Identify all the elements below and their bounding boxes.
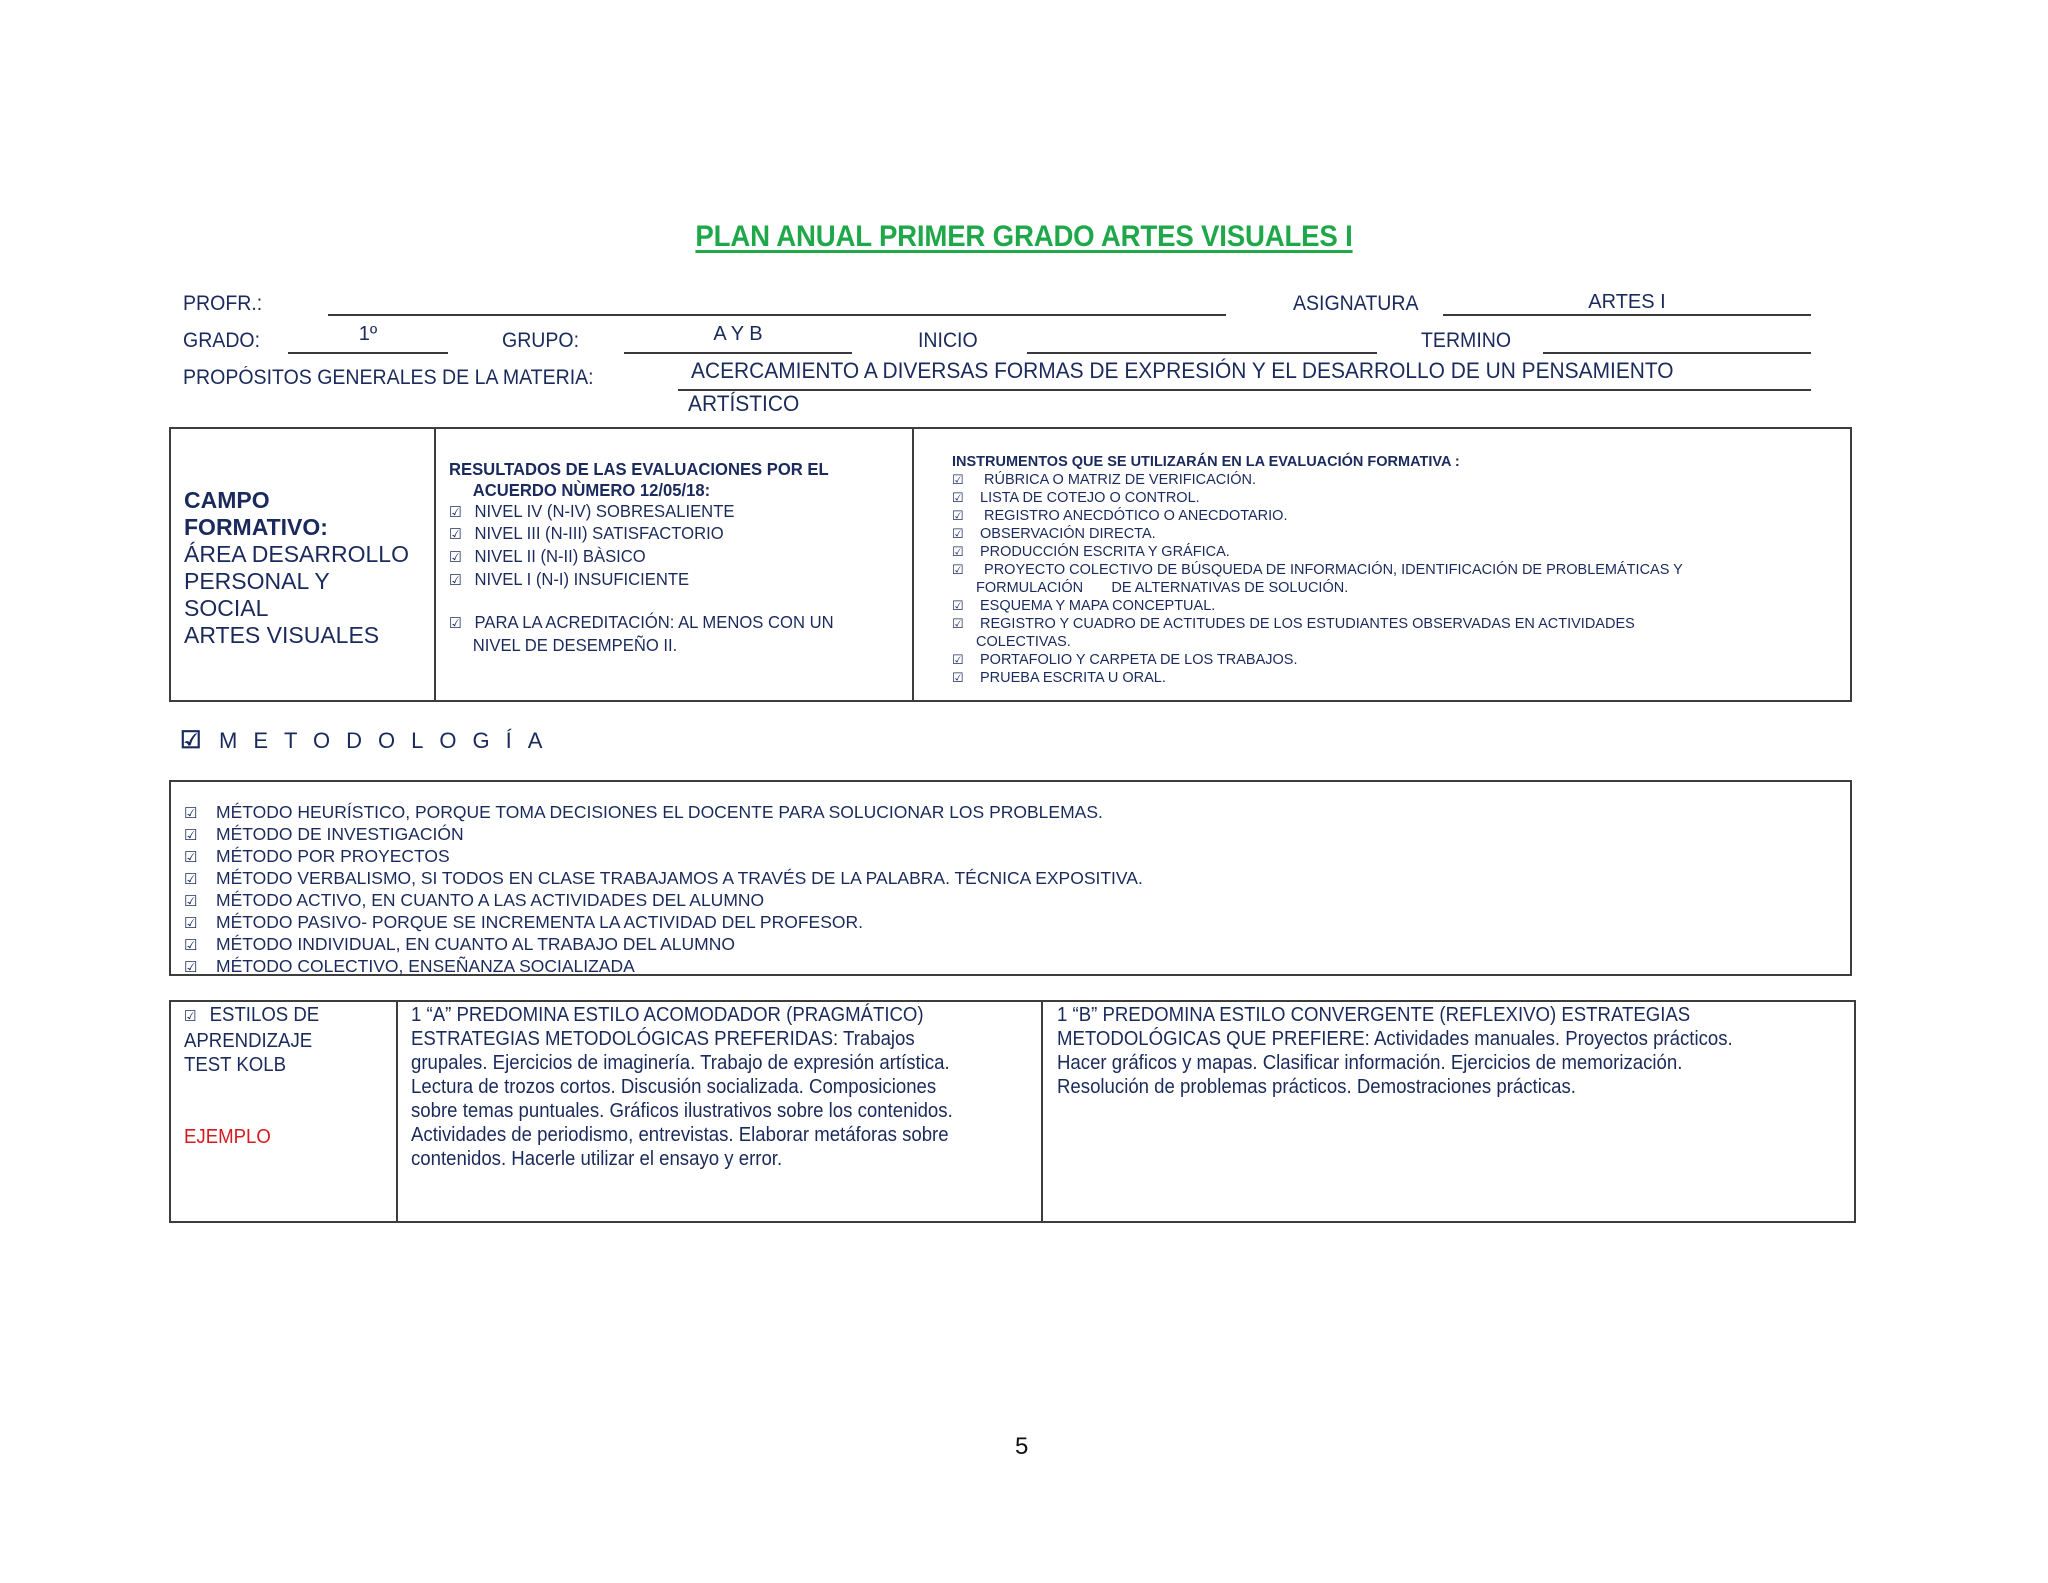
propositos-text-line1: ACERCAMIENTO A DIVERSAS FORMAS DE EXPRESIÓN Y EL DESARROLLO DE UN PENSAMIENTO xyxy=(691,358,1674,383)
estilo-text-line: Actividades de periodismo, entrevistas. Elaborar metáforas sobre xyxy=(411,1124,949,1146)
checkbox-checked-icon: ☑ xyxy=(449,549,462,567)
termino-label: TERMINO xyxy=(1421,329,1512,352)
acreditacion-note-cont: NIVEL DE DESEMPEÑO II. xyxy=(472,634,678,655)
page-number: 5 xyxy=(1015,1433,1029,1460)
campo-heading: CAMPO xyxy=(184,487,270,513)
instrumento-item: ☑ ESQUEMA Y MAPA CONCEPTUAL. xyxy=(952,598,1216,614)
resultados-heading: RESULTADOS DE LAS EVALUACIONES POR EL xyxy=(449,459,829,479)
estilo-a-cell xyxy=(411,1003,953,1171)
nivel-list xyxy=(449,501,905,592)
checkbox-checked-icon: ☑ xyxy=(952,508,964,523)
checkbox-checked-icon: ☑ xyxy=(184,937,198,954)
resultados-heading: ACUERDO NÙMERO 12/05/18: xyxy=(472,479,711,500)
estilos-label: APRENDIZAJE xyxy=(184,1030,313,1052)
estilo-text-line: grupales. Ejercicios de imaginería. Trabajo de expresión artística. xyxy=(411,1052,950,1074)
instrumento-item: ☑ PRODUCCIÓN ESCRITA Y GRÁFICA. xyxy=(952,544,1230,560)
instrumento-item: ☑ RÚBRICA O MATRIZ DE VERIFICACIÓN. xyxy=(952,472,1257,488)
checkbox-checked-icon: ☑ xyxy=(952,526,964,541)
checkbox-checked-icon: ☑ xyxy=(184,893,198,910)
grupo-label: GRUPO: xyxy=(502,329,580,352)
checkbox-checked-icon: ☑ xyxy=(184,915,198,932)
estilo-text-line: Hacer gráficos y mapas. Clasificar información. Ejercicios de memorización. xyxy=(1057,1052,1683,1074)
instrumento-item: ☑ PORTAFOLIO Y CARPETA DE LOS TRABAJOS. xyxy=(952,652,1298,668)
propositos-text-line2: ARTÍSTICO xyxy=(688,391,800,416)
grado-label: GRADO: xyxy=(183,329,261,352)
propositos-field-line xyxy=(678,389,1811,391)
inicio-label: INICIO xyxy=(918,329,978,352)
instrumentos-list xyxy=(952,471,1832,687)
ejemplo-label: EJEMPLO xyxy=(184,1126,271,1148)
nivel-item: ☑ NIVEL III (N-III) SATISFACTORIO xyxy=(449,523,905,546)
instrumento-item: ☑ PRUEBA ESCRITA U ORAL. xyxy=(952,670,1166,686)
grado-field-line[interactable] xyxy=(288,352,448,354)
campo-line: PERSONAL Y xyxy=(184,568,330,594)
checkbox-checked-icon: ☑ xyxy=(184,827,198,844)
checkbox-checked-icon: ☑ xyxy=(184,805,198,822)
estilo-text-line: 1 “A” PREDOMINA ESTILO ACOMODADOR (PRAGMÁTICO) xyxy=(411,1004,924,1026)
checkbox-checked-icon: ☑ xyxy=(184,1008,197,1025)
metodo-item: ☑ MÉTODO HEURÍSTICO, PORQUE TOMA DECISIONES EL DOCENTE PARA SOLUCIONAR LOS PROBLEMAS. xyxy=(184,802,1103,822)
estilos-table xyxy=(169,1000,1856,1223)
estilo-text-line: ESTRATEGIAS METODOLÓGICAS PREFERIDAS: Trabajos xyxy=(411,1028,915,1050)
estilos-label: ESTILOS DE xyxy=(209,1004,320,1026)
grupo-field-line[interactable] xyxy=(624,352,852,354)
checkbox-checked-icon: ☑ xyxy=(952,652,964,667)
estilo-text-line: Resolución de problemas prácticos. Demostraciones prácticas. xyxy=(1057,1076,1576,1098)
checkbox-checked-icon: ☑ xyxy=(952,544,964,559)
campo-formativo-cell xyxy=(184,487,409,649)
metodo-item: ☑ MÉTODO COLECTIVO, ENSEÑANZA SOCIALIZADA xyxy=(184,956,635,976)
campo-line: ARTES VISUALES xyxy=(184,622,380,648)
instrumentos-cell xyxy=(952,453,1832,687)
column-divider xyxy=(912,429,914,700)
checkbox-checked-icon: ☑ xyxy=(184,849,198,866)
page-title: PLAN ANUAL PRIMER GRADO ARTES VISUALES I xyxy=(695,220,1353,253)
profr-field-line[interactable] xyxy=(328,314,1226,316)
estilos-label-cell xyxy=(184,1003,319,1149)
metodo-item: ☑ MÉTODO INDIVIDUAL, EN CUANTO AL TRABAJO DEL ALUMNO xyxy=(184,934,735,954)
metodologia-table xyxy=(169,780,1852,976)
metodo-item: ☑ MÉTODO ACTIVO, EN CUANTO A LAS ACTIVIDADES DEL ALUMNO xyxy=(184,890,765,910)
propositos-label: PROPÓSITOS GENERALES DE LA MATERIA: xyxy=(183,366,594,389)
checkbox-checked-icon: ☑ xyxy=(180,727,202,754)
resultados-cell xyxy=(449,459,905,655)
instrumento-item: ☑ REGISTRO ANECDÓTICO O ANECDOTARIO. xyxy=(952,508,1288,524)
nivel-item: ☑ NIVEL I (N-I) INSUFICIENTE xyxy=(449,569,905,592)
checkbox-checked-icon: ☑ xyxy=(952,472,964,487)
metodologia-list xyxy=(184,802,1143,978)
checkbox-checked-icon: ☑ xyxy=(449,526,462,544)
evaluation-table xyxy=(169,427,1852,702)
termino-field-line[interactable] xyxy=(1543,352,1811,354)
asignatura-value: ARTES I xyxy=(1588,291,1666,313)
instrumento-item-cont: COLECTIVAS. xyxy=(976,634,1071,650)
instrumento-item-cont: FORMULACIÓN DE ALTERNATIVAS DE SOLUCIÓN. xyxy=(976,580,1349,596)
checkbox-checked-icon: ☑ xyxy=(449,503,462,521)
metodo-item: ☑ MÉTODO DE INVESTIGACIÓN xyxy=(184,824,464,844)
checkbox-checked-icon: ☑ xyxy=(952,562,964,577)
checkbox-checked-icon: ☑ xyxy=(449,571,462,589)
inicio-field-line[interactable] xyxy=(1027,352,1377,354)
estilo-text-line: METODOLÓGICAS QUE PREFIERE: Actividades manuales. Proyectos prácticos. xyxy=(1057,1028,1733,1050)
column-divider xyxy=(434,429,436,700)
instrumento-item: ☑ REGISTRO Y CUADRO DE ACTITUDES DE LOS ESTUDIANTES OBSERVADAS EN ACTIVIDADES xyxy=(952,616,1635,632)
estilo-text-line: contenidos. Hacerle utilizar el ensayo y error. xyxy=(411,1148,783,1170)
checkbox-checked-icon: ☑ xyxy=(952,616,964,631)
instrumento-item: ☑ LISTA DE COTEJO O CONTROL. xyxy=(952,490,1200,506)
metodo-item: ☑ MÉTODO POR PROYECTOS xyxy=(184,846,450,866)
checkbox-checked-icon: ☑ xyxy=(952,598,964,613)
campo-heading: FORMATIVO: xyxy=(184,514,328,540)
checkbox-checked-icon: ☑ xyxy=(952,670,964,685)
metodologia-heading: METODOLOGÍA xyxy=(219,728,559,753)
instrumentos-heading: INSTRUMENTOS QUE SE UTILIZARÁN EN LA EVALUACIÓN FORMATIVA : xyxy=(952,454,1460,470)
estilo-text-line: 1 “B” PREDOMINA ESTILO CONVERGENTE (REFLEXIVO) ESTRATEGIAS xyxy=(1057,1004,1691,1026)
grado-value: 1º xyxy=(358,323,378,345)
column-divider xyxy=(396,1002,398,1221)
asignatura-field-line[interactable] xyxy=(1443,314,1811,316)
estilos-label: TEST KOLB xyxy=(184,1054,286,1076)
instrumento-item: ☑ OBSERVACIÓN DIRECTA. xyxy=(952,526,1156,542)
checkbox-checked-icon: ☑ xyxy=(184,871,198,888)
checkbox-checked-icon: ☑ xyxy=(449,614,462,632)
checkbox-checked-icon: ☑ xyxy=(184,959,198,976)
estilo-text-line: Lectura de trozos cortos. Discusión socializada. Composiciones xyxy=(411,1076,937,1098)
asignatura-label: ASIGNATURA xyxy=(1293,292,1419,315)
grupo-value: A Y B xyxy=(713,323,763,345)
column-divider xyxy=(1041,1002,1043,1221)
estilo-text-line: sobre temas puntuales. Gráficos ilustrativos sobre los contenidos. xyxy=(411,1100,953,1122)
instrumento-item: ☑ PROYECTO COLECTIVO DE BÚSQUEDA DE INFORMACIÓN, IDENTIFICACIÓN DE PROBLEMÁTICAS Y xyxy=(952,562,1683,578)
acreditacion-note: ☑ PARA LA ACREDITACIÓN: AL MENOS CON UN xyxy=(449,612,905,635)
nivel-item: ☑ NIVEL IV (N-IV) SOBRESALIENTE xyxy=(449,501,905,524)
campo-line: SOCIAL xyxy=(184,595,269,621)
estilo-b-cell xyxy=(1057,1003,1733,1099)
nivel-item: ☑ NIVEL II (N-II) BÀSICO xyxy=(449,546,905,569)
metodo-item: ☑ MÉTODO PASIVO- PORQUE SE INCREMENTA LA ACTIVIDAD DEL PROFESOR. xyxy=(184,912,863,932)
profr-label: PROFR.: xyxy=(183,292,263,315)
metodo-item: ☑ MÉTODO VERBALISMO, SI TODOS EN CLASE TRABAJAMOS A TRAVÉS DE LA PALABRA. TÉCNICA EXPOSITIVA. xyxy=(184,868,1143,888)
checkbox-checked-icon: ☑ xyxy=(952,490,964,505)
campo-line: ÁREA DESARROLLO xyxy=(184,541,409,567)
